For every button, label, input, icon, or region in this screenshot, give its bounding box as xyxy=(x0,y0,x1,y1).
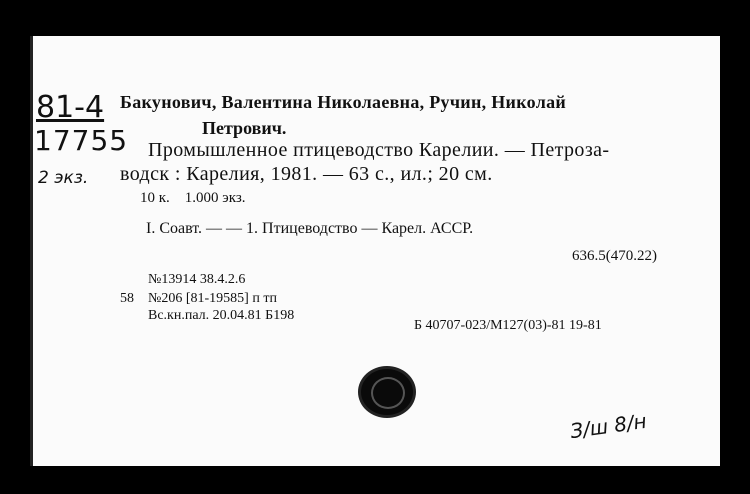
copies-note: 2 экз. xyxy=(38,168,89,188)
record-line-1: №13914 38.4.2.6 xyxy=(148,272,246,287)
price-run: 10 к. 1.000 экз. xyxy=(140,190,246,206)
record-line-2: №206 [81-19585] п тп xyxy=(148,291,277,306)
classification-number: 636.5(470.22) xyxy=(572,248,657,264)
record-number: 58 xyxy=(120,291,134,306)
catalog-card xyxy=(30,36,720,466)
record-line-3: Вс.кн.пал. 20.04.81 Б198 xyxy=(148,308,295,323)
title-line-2: водск : Карелия, 1981. — 63 с., ил.; 20 см. xyxy=(120,163,493,185)
title-line-1: Промышленное птицеводство Карелии. — Петроза- xyxy=(148,139,610,161)
record-code: Б 40707-023/М127(03)-81 19-81 xyxy=(414,318,602,333)
scan-border-bottom xyxy=(0,466,750,494)
authors-line-1: Бакунович, Валентина Николаевна, Ручин, Николай xyxy=(120,92,567,112)
shelf-mark: 81-4 xyxy=(36,90,105,125)
card-edge xyxy=(30,36,33,466)
signature: З/ш 8/н xyxy=(568,408,649,444)
authors-line-2: Петрович. xyxy=(202,118,287,138)
inventory-number: 17755 xyxy=(34,124,129,157)
punch-hole xyxy=(358,366,416,418)
tracings: I. Соавт. — — 1. Птицеводство — Карел. АССР. xyxy=(146,220,474,237)
